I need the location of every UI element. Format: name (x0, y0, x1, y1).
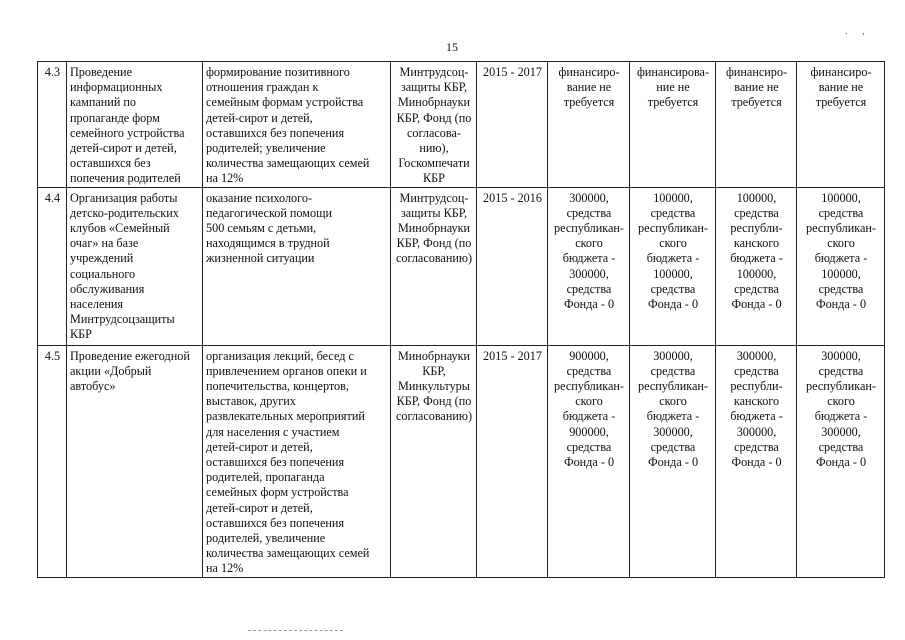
executors-cell: Минобрнауки КБР, Минкультуры КБР, Фонд (по согласованию) (391, 345, 477, 577)
table-row (38, 187, 885, 345)
result-cell: формирование позитивного отношения граждан к семейным формам устройства детей-сирот и детей, оставшихся без попечения родителей; увеличение количества замещающих семей на 12% (203, 62, 391, 188)
table-row (38, 62, 885, 188)
event-cell: Проведение информационных кампаний по пропаганде форм семейного устройства детей-сирот и детей, оставшихся без попечения родителей (67, 62, 203, 188)
table-row (38, 345, 885, 577)
financing-cell-2: 300000, средства республикан- ского бюджета - 300000, средства Фонда - 0 (630, 345, 716, 577)
financing-cell-2: 100000, средства республикан- ского бюджета - 100000, средства Фонда - 0 (630, 187, 716, 345)
financing-cell-4: 100000, средства республикан- ского бюджета - 100000, средства Фонда - 0 (797, 187, 885, 345)
financing-cell-3: 100000, средства республи- канского бюджета - 100000, средства Фонда - 0 (716, 187, 797, 345)
scan-artifact (248, 630, 343, 637)
row-number: 4.3 (38, 62, 67, 188)
row-number: 4.4 (38, 187, 67, 345)
period-cell: 2015 - 2016 (477, 187, 548, 345)
executors-cell: Минтрудсоц- защиты КБР, Минобрнауки КБР, Фонд (по согласова- нию), Госкомпечати КБР (391, 62, 477, 188)
activities-table (37, 61, 885, 578)
financing-cell-3: финансиро- вание не требуется (716, 62, 797, 188)
row-number: 4.5 (38, 345, 67, 577)
event-cell: Организация работы детско-родительских клубов «Семейный очаг» на базе учреждений социального обслуживания населения Минтрудсоцзащиты КБР (67, 187, 203, 345)
result-cell: организация лекций, бесед с привлечением органов опеки и попечительства, концертов, выставок, других развлекательных мероприятий для населения с участием детей-сирот и детей, оставшихся без попечения родителей, пропаганда семейных форм устройства детей-сирот и детей, оставшихся без попечения родителей, увеличение количества замещающих семей на 12% (203, 345, 391, 577)
period-cell: 2015 - 2017 (477, 345, 548, 577)
financing-cell-2: финансирова- ние не требуется (630, 62, 716, 188)
page-number: 15 (446, 40, 458, 54)
financing-cell-3: 300000, средства республи- канского бюджета - 300000, средства Фонда - 0 (716, 345, 797, 577)
financing-cell-1: финансиро- вание не требуется (548, 62, 630, 188)
period-cell: 2015 - 2017 (477, 62, 548, 188)
financing-cell-1: 900000, средства республикан- ского бюджета - 900000, средства Фонда - 0 (548, 345, 630, 577)
executors-cell: Минтрудсоц- защиты КБР, Минобрнауки КБР, Фонд (по согласованию) (391, 187, 477, 345)
financing-cell-1: 300000, средства республикан- ского бюджета - 300000, средства Фонда - 0 (548, 187, 630, 345)
result-cell: оказание психолого- педагогической помощи 500 семьям с детьми, находящимся в трудной жизненной ситуации (203, 187, 391, 345)
financing-cell-4: 300000, средства республикан- ского бюджета - 300000, средства Фонда - 0 (797, 345, 885, 577)
corner-mark: . , (845, 26, 871, 37)
financing-cell-4: финансиро- вание не требуется (797, 62, 885, 188)
event-cell: Проведение ежегодной акции «Добрый автобус» (67, 345, 203, 577)
